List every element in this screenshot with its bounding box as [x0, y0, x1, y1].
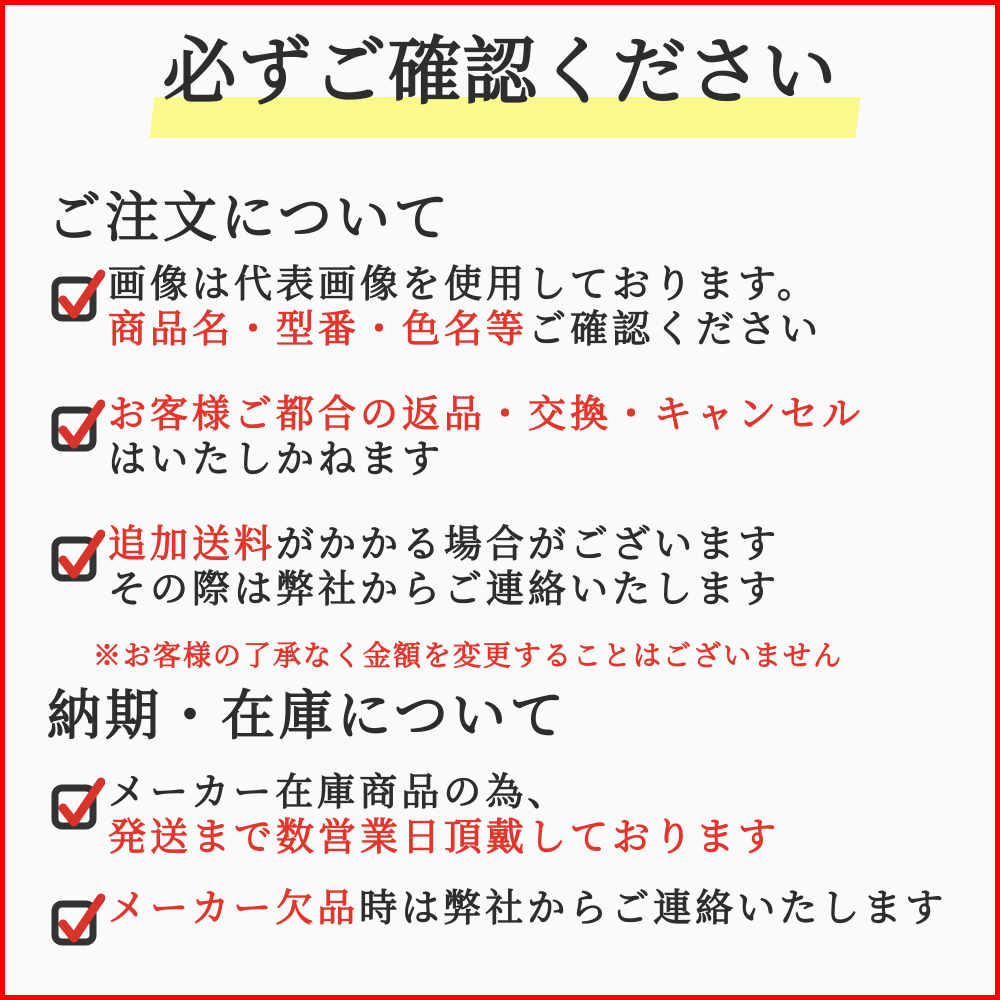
text-segment: ご確認ください: [528, 309, 823, 351]
checklist-item-returns: [51, 393, 864, 483]
item-text: [108, 887, 947, 932]
item-line: [108, 887, 947, 932]
text-segment-red: 商品名・型番・色名等: [108, 309, 529, 351]
item-line: [108, 308, 822, 353]
text-segment: その際は弊社からご連絡いたします: [108, 569, 781, 611]
item-text: [108, 393, 864, 483]
item-line: [108, 263, 822, 308]
text-segment-red: お客様ご都合の返品・交換・キャンセル: [108, 394, 865, 436]
text-segment: 時は弊社からご連絡いたします: [359, 888, 948, 930]
item-line: [108, 816, 780, 861]
text-segment: 画像は代表画像を使用しております。: [108, 264, 819, 306]
text-segment-red: 発送まで数営業日頂戴しております: [108, 817, 781, 859]
text-segment: はいたしかねます: [108, 439, 445, 481]
checklist-item-extra-shipping: [51, 523, 780, 613]
checked-checkbox-icon: [51, 774, 105, 832]
checklist-item-maker-stock: [51, 771, 780, 861]
checked-checkbox-icon: [51, 266, 105, 324]
checklist-item-maker-shortage: [51, 887, 947, 948]
checked-checkbox-icon: [51, 526, 105, 584]
checklist-item-representative-image: [51, 263, 822, 353]
section-heading-orders: ご注文について: [47, 188, 452, 248]
item-line: [108, 523, 780, 568]
item-line: [108, 771, 780, 816]
item-text: [108, 523, 780, 613]
item-text: [108, 771, 780, 861]
item-text: [108, 263, 822, 353]
price-change-note: ※お客様の了承なく金額を変更することはございません: [93, 641, 844, 672]
section-heading-stock: 納期・在庫について: [47, 686, 568, 746]
text-segment-red: 追加送料: [108, 524, 277, 566]
text-segment: がかかる場合がございます: [276, 524, 781, 566]
page-title: 必ずご確認ください: [162, 32, 838, 114]
checked-checkbox-icon: [51, 396, 105, 454]
text-segment-red: メーカー欠品: [108, 888, 360, 930]
item-line: [108, 393, 864, 438]
item-line: [108, 438, 864, 483]
checked-checkbox-icon: [51, 890, 105, 948]
text-segment: メーカー在庫商品の為、: [108, 772, 570, 814]
item-line: [108, 568, 780, 613]
